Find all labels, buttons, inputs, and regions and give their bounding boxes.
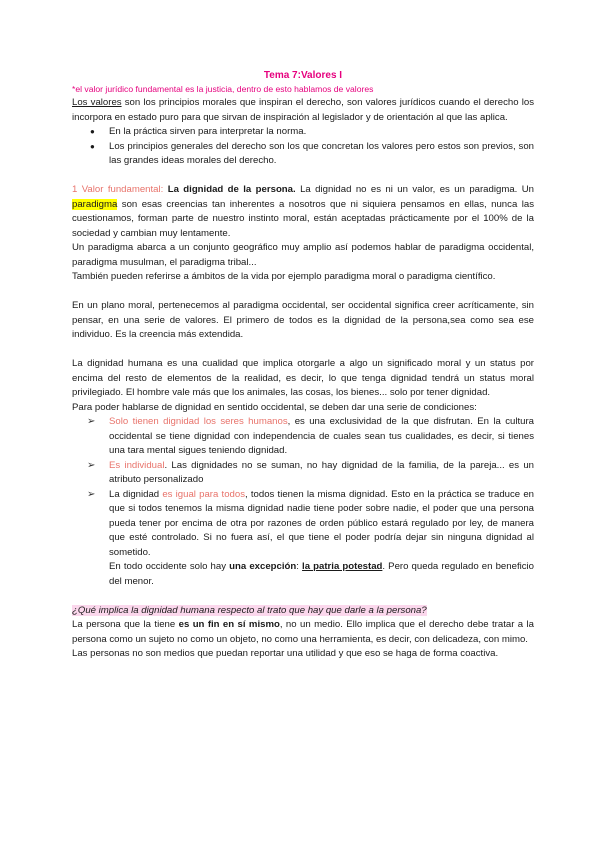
conditions-intro-paragraph: Para poder hablarse de dignidad en sentido occidental, se deben dar una serie de condiciones: [72, 401, 477, 413]
bullet-dot-icon: ● [90, 141, 95, 151]
list-item: ● Los principios generales del derecho son los que concretan los valores pero estos son previos, son las grandes ideas morales del derecho. [90, 140, 534, 166]
question-heading: ¿Qué implica la dignidad humana respecto al trato que hay que darle a la persona? [72, 604, 427, 616]
arrow-bullet-icon: ➢ [87, 416, 96, 427]
list-item: ➢ La dignidad es igual para todos, todos tienen la misma dignidad. Esto en la práctica se traduce en que si todos tenemos la misma dignidad nadie tiene poder sobre nadie, el poder que una persona pueda tener por encima de otra por razones de orden público estará regulado por ley, de manera que esté controlado. Si no fuera así, el que tiene el poder podría dejar sin ninguna dignidad al sometido. [87, 488, 534, 558]
final-paragraph: Las personas no son medios que puedan reportar una utilidad y que eso se haga de forma coactiva. [72, 648, 499, 659]
moral-plane-paragraph: En un plano moral, pertenecemos al paradigma occidental, ser occidental significa creer acríticamente, sin pensar, en una serie de valores. El primero de todos es la dignidad de la persona,sea como sea ese individuo. Es la creencia más extendida. [72, 300, 534, 340]
intro-term: Los valores [72, 97, 122, 108]
dignity-quality-paragraph: La dignidad humana es una cualidad que implica otorgarle a algo un significado moral y un status por encima del resto de elementos de la realidad, es decir, lo que tenga dignidad tendrá un status moral privilegiado. El hombre vale más que los animales, las cosas, los bienes... solo por tener dignidad. [72, 358, 534, 398]
section-number-label: 1 Valor fundamental: [72, 184, 164, 195]
page-title: Tema 7:Valores I [263, 70, 343, 81]
intro-paragraph [72, 96, 534, 125]
conditions-list [72, 415, 534, 560]
list-item: ➢ Es individual. Las dignidades no se suman, no hay dignidad de la familia, de la pareja... es un atributo personalizado [87, 459, 534, 485]
list-item: ● En la práctica sirven para interpretar la norma. [72, 125, 534, 140]
list-item: ➢ Solo tienen dignidad los seres humanos, es una exclusividad de la que disfrutan. En la cultura occidental se tiene dignidad con independencia de cuales sean tus cualidades, es decir, si tienes una tara mental sigues teniendo dignidad. [87, 416, 534, 456]
intro-text: son los principios morales que inspiran el derecho, son valores jurídicos cuando el derecho los incorpora en estado puro para que sirvan de inspiración al legislador y de orientación al que las aplica. [72, 97, 534, 123]
subtitle-note: *el valor jurídico fundamental es la justicia, dentro de esto hablamos de valores [72, 84, 374, 94]
section-heading: La dignidad de la persona. [167, 184, 296, 195]
paradigm-area-paragraph: Un paradigma abarca a un conjunto geográfico muy amplio así podemos hablar de paradigma occidental, paradigma musulman, el paradigma tribal... [72, 242, 534, 268]
section1-paragraph: 1 Valor fundamental: La dignidad de la persona. La dignidad no es ni un valor, es un paradigma. Un paradigma son esas creencias tan inherentes a nosotros que ni siquiera pensamos en ellas, nunca las cuestionamos, forman parte de nuestro instinto moral, están aceptadas prácticamente por el 100% de la sociedad y cambian muy lentamente. [72, 184, 534, 239]
arrow-bullet-icon: ➢ [87, 488, 96, 500]
bullet-dot-icon: ● [90, 127, 95, 136]
exception-paragraph: En todo occidente solo hay una excepción: la patria potestad. Pero queda regulado en beneficio del menor. [109, 561, 535, 587]
highlighted-term: paradigma [72, 198, 118, 210]
arrow-bullet-icon: ➢ [87, 459, 96, 471]
paradigm-scope-paragraph: También pueden referirse a ámbitos de la vida por ejemplo paradigma moral o paradigma científico. [72, 271, 496, 282]
answer-paragraph: La persona que la tiene es un fin en sí mismo, no un medio. Ello implica que el derecho debe tratar a la persona como un sujeto no como un objeto, no como una herramienta, es decir, con delicadeza, con mimo. [72, 619, 534, 645]
values-bullet-list [72, 125, 534, 169]
